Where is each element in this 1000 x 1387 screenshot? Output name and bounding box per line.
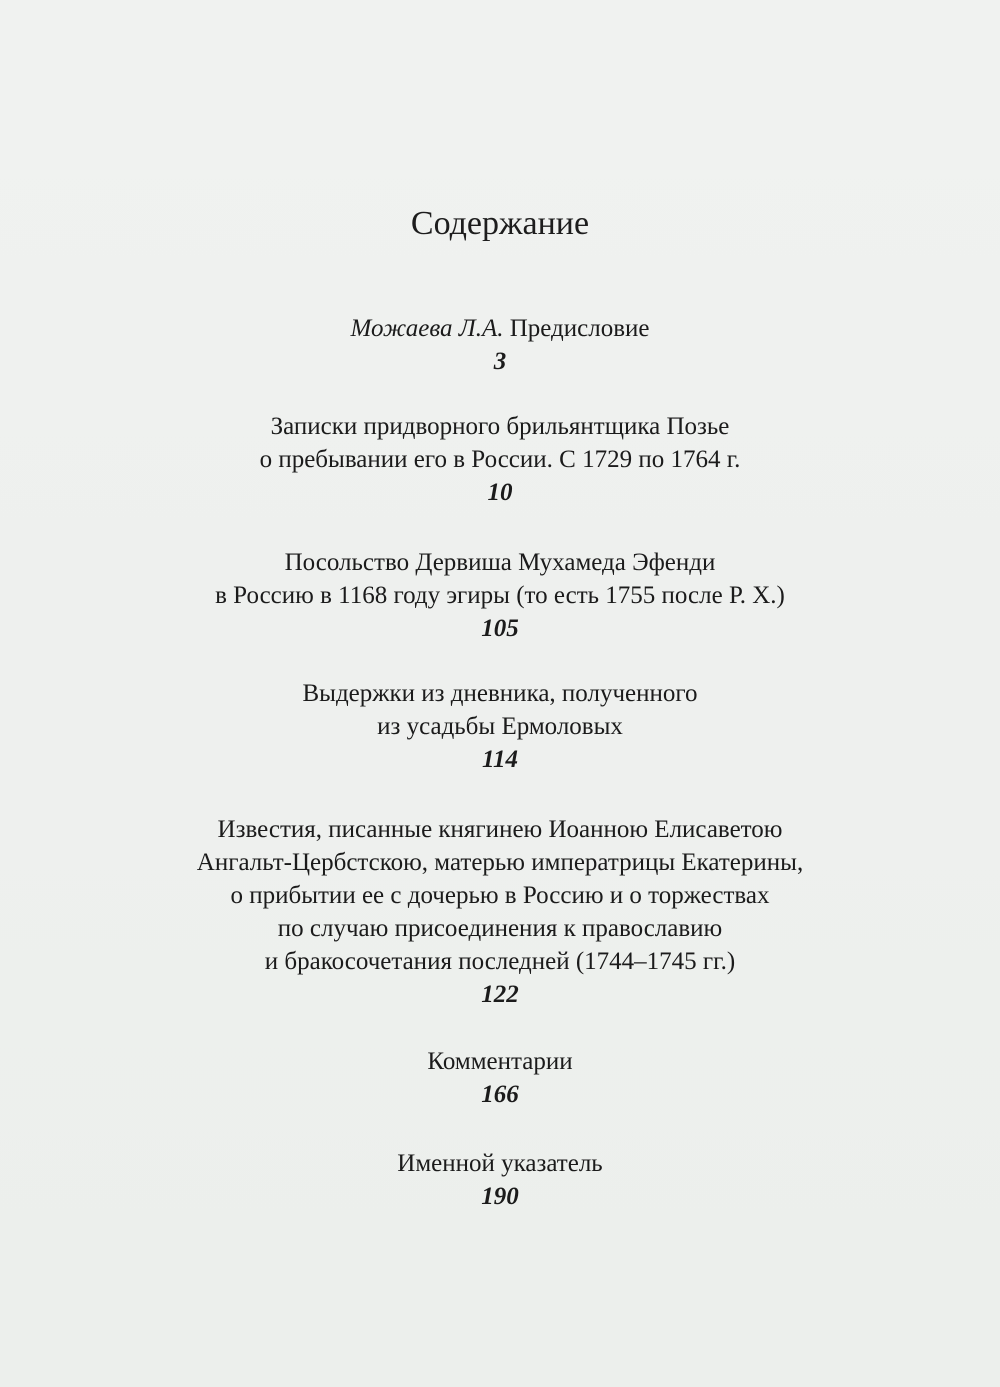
toc-entry-title-line-2: о пребывании его в России. С 1729 по 1764 г.: [259, 446, 741, 473]
toc-entry-preface: [0, 312, 1000, 378]
toc-entry-title: Комментарии: [427, 1048, 573, 1075]
toc-entry-author: Можаева Л.А.: [350, 315, 504, 342]
toc-entry-page-number: 105: [481, 615, 519, 642]
toc-entry-title-line-1: Известия, писанные княгинею Иоанною Елисаветою: [217, 816, 783, 843]
toc-entry-title: Именной указатель: [397, 1150, 603, 1177]
toc-entry-line: [0, 312, 1000, 345]
toc-entry-page-number: 114: [481, 746, 519, 773]
toc-entry-title-line-2: Ангальт-Цербстскою, матерью императрицы Екатерины,: [196, 849, 804, 876]
toc-entry-commentary: [0, 1045, 1000, 1111]
toc-entry-princess-reports: [0, 813, 1000, 1011]
toc-entry-embassy: [0, 546, 1000, 645]
toc-entry-title: Предисловие: [509, 315, 650, 342]
page-title: Содержание: [410, 205, 590, 242]
toc-entry-title-line-2: в Россию в 1168 году эгиры (то есть 1755 после Р. Х.): [215, 582, 785, 609]
toc-entry-title-line-1: Выдержки из дневника, полученного: [302, 680, 698, 707]
toc-entry-title-line-1: Записки придворного брильянтщика Позье: [270, 413, 730, 440]
toc-entry-diary-excerpts: [0, 677, 1000, 776]
toc-entry-page-number: 3: [493, 348, 507, 375]
toc-entry-title-line-5: и бракосочетания последней (1744–1745 гг.): [264, 948, 736, 975]
toc-entry-title-line-1: Посольство Дервиша Мухамеда Эфенди: [284, 549, 716, 576]
toc-entry-page-number: 10: [487, 479, 513, 506]
toc-entry-page-number: 190: [481, 1183, 519, 1210]
toc-entry-page-number: 166: [481, 1081, 519, 1108]
toc-entry-title-line-3: о прибытии ее с дочерью в Россию и о торжествах: [230, 882, 770, 909]
toc-entry-page-number: 122: [481, 981, 519, 1008]
toc-entry-title-line-2: из усадьбы Ермоловых: [377, 713, 623, 740]
toc-entry-pozier-notes: [0, 410, 1000, 509]
toc-entry-name-index: [0, 1147, 1000, 1213]
toc-entry-title-line-4: по случаю присоединения к православию: [277, 915, 723, 942]
